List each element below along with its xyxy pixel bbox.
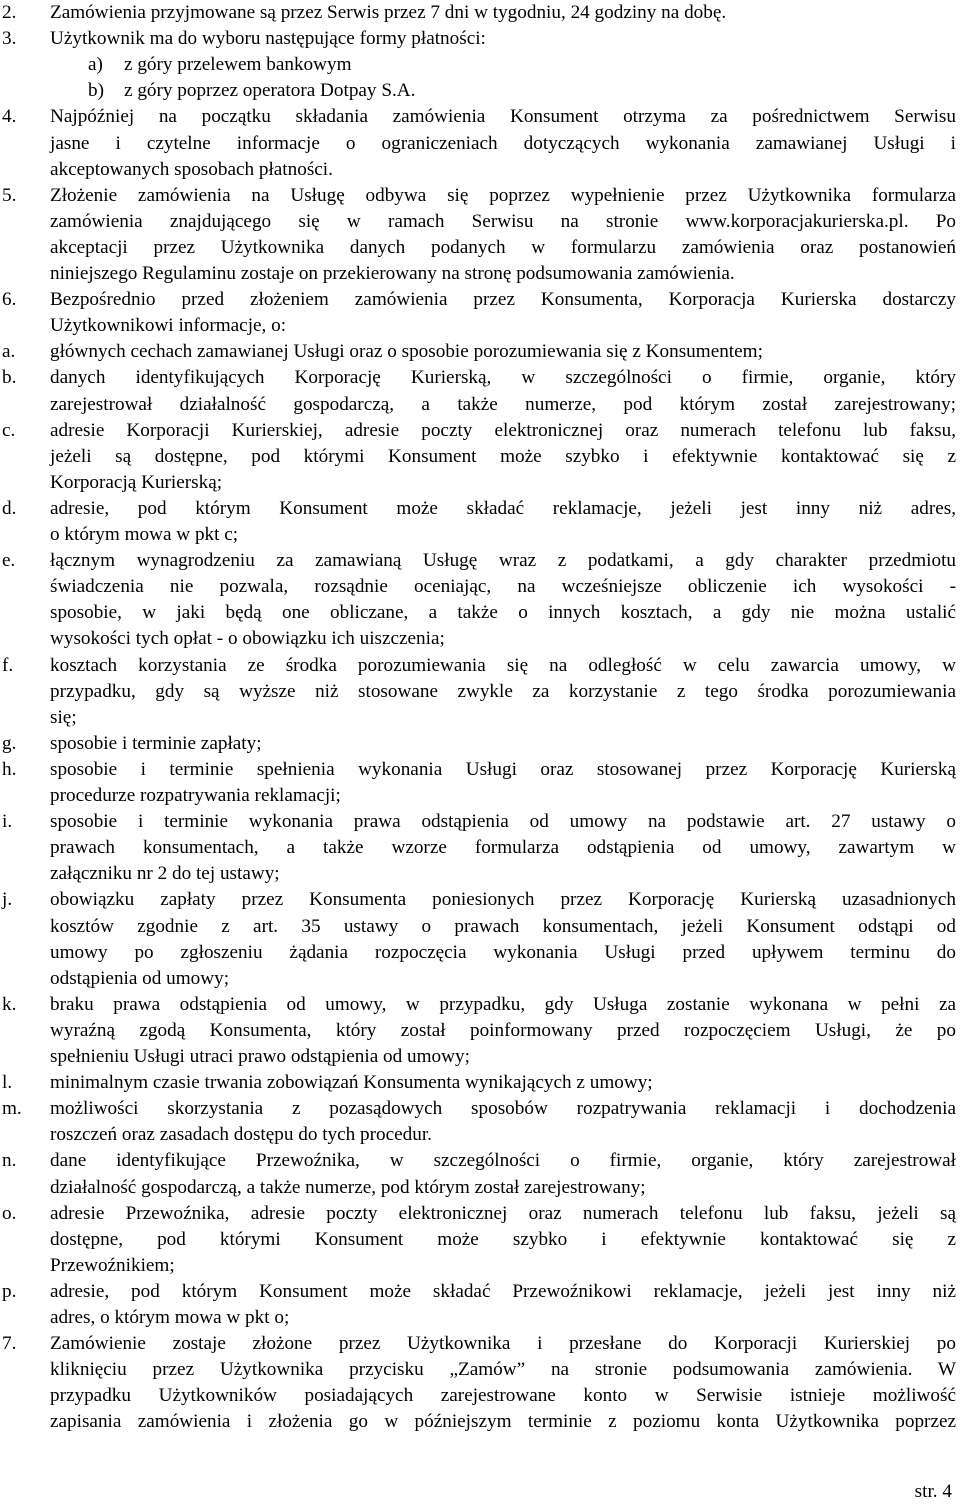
- document-line: [0, 1331, 960, 1357]
- paragraph-text: minimalnym czasie trwania zobowiązań Konsumenta wynikających z umowy;: [50, 1072, 653, 1094]
- document-line: [0, 104, 960, 130]
- paragraph-text: Przewoźnikiem;: [50, 1254, 175, 1276]
- document-line: [0, 131, 960, 157]
- item-marker: b.: [2, 367, 17, 389]
- paragraph-text: możliwości skorzystania z pozasądowych sposobów rozpatrywania reklamacji i dochodzenia: [50, 1098, 956, 1120]
- document-line: [0, 940, 960, 966]
- paragraph-text: dane identyfikujące Przewoźnika, w szczególności o firmie, organie, który zarejestrował: [50, 1150, 956, 1172]
- paragraph-text: adresie, pod którym Konsument może składać reklamacje, jeżeli jest inny niż adres,: [50, 497, 956, 519]
- document-line: [0, 1357, 960, 1383]
- paragraph-text: niniejszego Regulaminu zostaje on przekierowany na stronę podsumowania zamówienia.: [50, 263, 735, 284]
- paragraph-text: przypadku Użytkowników posiadających zarejestrowane konto w Serwisie istnieje możliwość: [50, 1385, 956, 1407]
- paragraph-text: danych identyfikujących Korporację Kurierską, w szczególności o firmie, organie, który: [50, 367, 956, 389]
- document-line: [0, 1201, 960, 1227]
- document-line: [0, 574, 960, 600]
- document-line: [0, 1122, 960, 1148]
- paragraph-text: działalność gospodarczą, a także numerze, pod którym został zarejestrowany;: [50, 1176, 646, 1198]
- paragraph-text: Korporacją Kurierską;: [50, 471, 223, 493]
- item-marker: i.: [2, 811, 13, 833]
- paragraph-text: Zamówienia przyjmowane są przez Serwis przez 7 dni w tygodniu, 24 godziny na dobę.: [50, 2, 727, 23]
- paragraph-text: braku prawa odstąpienia od umowy, w przypadku, gdy Usługa zostanie wykonana w pełni za: [50, 993, 956, 1015]
- document-line: [0, 1279, 960, 1305]
- document-line: [0, 418, 960, 444]
- document-line: [0, 783, 960, 809]
- paragraph-text: Użytkownikowi informacje, o:: [50, 315, 287, 337]
- document-line: [0, 183, 960, 209]
- document-line: [0, 914, 960, 940]
- document-line: [0, 78, 960, 104]
- item-marker: n.: [2, 1150, 17, 1172]
- paragraph-text: zamówienia znajdującego się w ramach Serwisu na stronie www.korporacjakurierska.pl. Po: [50, 210, 956, 232]
- item-marker: l.: [2, 1072, 13, 1094]
- document-line: [0, 1383, 960, 1409]
- paragraph-text: z góry poprzez operatora Dotpay S.A.: [124, 80, 416, 102]
- document-line: [0, 365, 960, 391]
- paragraph-text: spełnieniu Usługi utraci prawo odstąpienia od umowy;: [50, 1046, 470, 1067]
- paragraph-text: Złożenie zamówienia na Usługę odbywa się poprzez wypełnienie przez Użytkownika formularza: [50, 184, 956, 206]
- paragraph-text: sposobie i terminie spełnienia wykonania Usługi oraz stosowanej przez Korporację Kurierską: [50, 758, 956, 780]
- document-line: [0, 679, 960, 705]
- document-line: [0, 1305, 960, 1331]
- document-line: [0, 966, 960, 992]
- item-marker: p.: [2, 1280, 17, 1302]
- paragraph-text: zarejestrował działalność gospodarczą, a także numerze, pod którym został zarejestrowany;: [50, 393, 956, 415]
- document-line: [0, 731, 960, 757]
- paragraph-text: załączniku nr 2 do tej ustawy;: [50, 863, 280, 885]
- item-marker: g.: [2, 732, 17, 754]
- document-line: [0, 1227, 960, 1253]
- document-line: [0, 52, 960, 78]
- paragraph-text: głównych cechach zamawianej Usługi oraz o sposobie porozumiewania się z Konsumentem;: [50, 341, 763, 363]
- paragraph-text: Bezpośrednio przed złożeniem zamówienia przez Konsumenta, Korporacja Kurierska dostarczy: [50, 289, 956, 311]
- item-marker: f.: [2, 654, 14, 676]
- paragraph-text: obowiązku zapłaty przez Konsumenta poniesionych przez Korporację Kurierską uzasadnionych: [50, 889, 956, 911]
- document-line: [0, 887, 960, 913]
- paragraph-text: się;: [50, 706, 77, 728]
- paragraph-text: adresie Korporacji Kurierskiej, adresie poczty elektronicznej oraz numerach telefonu lub faksu,: [50, 419, 956, 441]
- paragraph-text: przypadku, gdy są wyższe niż stosowane zwykle za korzystanie z tego środka porozumiewania: [50, 680, 956, 702]
- document-line: [0, 653, 960, 679]
- document-line: [0, 287, 960, 313]
- document-line: [0, 1253, 960, 1279]
- document-line: [0, 1096, 960, 1122]
- paragraph-text: Zamówienie zostaje złożone przez Użytkownika i przesłane do Korporacji Kurierskiej po: [50, 1333, 956, 1355]
- document-line: [0, 992, 960, 1018]
- paragraph-text: prawach konsumentach, a także wzorze formularza odstąpienia od umowy, zawartym w: [50, 837, 956, 859]
- item-marker: 7.: [2, 1333, 17, 1355]
- paragraph-text: adresie Przewoźnika, adresie poczty elektronicznej oraz numerach telefonu lub faksu, jeżeli są: [50, 1202, 956, 1224]
- document-line: [0, 313, 960, 339]
- paragraph-text: dostępne, pod którymi Konsument może szybko i efektywnie kontaktować się z: [50, 1228, 956, 1250]
- document-line: [0, 444, 960, 470]
- document-line: [0, 1070, 960, 1096]
- item-marker: 4.: [2, 106, 17, 128]
- item-marker: j.: [2, 889, 13, 911]
- document-line: [0, 600, 960, 626]
- paragraph-text: kosztów zgodnie z art. 35 ustawy o prawach konsumentach, jeżeli Konsument odstąpi od: [50, 915, 956, 937]
- paragraph-text: sposobie i terminie zapłaty;: [50, 732, 262, 754]
- paragraph-text: procedurze rozpatrywania reklamacji;: [50, 785, 341, 806]
- paragraph-text: świadczenia nie pozwala, rozsądnie oceniając, na wcześniejsze obliczenie ich wysokości -: [50, 576, 956, 598]
- paragraph-text: z góry przelewem bankowym: [124, 54, 352, 76]
- paragraph-text: Użytkownik ma do wyboru następujące formy płatności:: [50, 28, 486, 50]
- sub-item-marker: a): [88, 54, 103, 76]
- page-number: str. 4: [914, 1481, 952, 1502]
- document-line: [0, 1018, 960, 1044]
- paragraph-text: umowy po zgłoszeniu żądania rozpoczęcia wykonania Usługi przed upływem terminu do: [50, 941, 956, 963]
- document-line: [0, 835, 960, 861]
- document-line: [0, 339, 960, 365]
- paragraph-text: sposobie, w jaki będą one obliczane, a także o innych kosztach, a gdy nie można ustalić: [50, 602, 956, 624]
- item-marker: 2.: [2, 2, 17, 23]
- paragraph-text: Najpóźniej na początku składania zamówienia Konsument otrzyma za pośrednictwem Serwisu: [50, 106, 956, 128]
- paragraph-text: sposobie i terminie wykonania prawa odstąpienia od umowy na podstawie art. 27 ustawy o: [50, 811, 956, 833]
- paragraph-text: wysokości tych opłat - o obowiązku ich uiszczenia;: [50, 628, 445, 650]
- paragraph-text: adres, o którym mowa w pkt o;: [50, 1307, 290, 1328]
- item-marker: c.: [2, 419, 16, 441]
- document-line: [0, 548, 960, 574]
- document-line: [0, 235, 960, 261]
- document-line: [0, 861, 960, 887]
- paragraph-text: odstąpienia od umowy;: [50, 967, 230, 989]
- item-marker: k.: [2, 993, 17, 1015]
- document-line: [0, 1175, 960, 1201]
- paragraph-text: akceptacji przez Użytkownika danych podanych w formularzu zamówienia oraz postanowień: [50, 236, 956, 258]
- document-line: [0, 209, 960, 235]
- document-line: [0, 157, 960, 183]
- paragraph-text: jeżeli są dostępne, pod którymi Konsument może szybko i efektywnie kontaktować się z: [50, 445, 956, 467]
- item-marker: a.: [2, 341, 16, 363]
- paragraph-text: zapisania zamówienia i złożenia go w późniejszym terminie z poziomu konta Użytkownika poprzez: [50, 1411, 956, 1433]
- item-marker: 6.: [2, 289, 17, 311]
- document-line: [0, 757, 960, 783]
- item-marker: d.: [2, 497, 17, 519]
- paragraph-text: jasne i czytelne informacje o ograniczeniach dotyczących wykonania zamawianej Usługi i: [50, 132, 956, 154]
- document-line: [0, 809, 960, 835]
- document-line: [0, 470, 960, 496]
- document-line: [0, 705, 960, 731]
- document-line: [0, 26, 960, 52]
- document-line: [0, 261, 960, 287]
- document-line: [0, 1044, 960, 1070]
- paragraph-text: akceptowanych sposobach płatności.: [50, 158, 333, 180]
- document-line: [0, 522, 960, 548]
- document-line: [0, 1148, 960, 1174]
- item-marker: h.: [2, 758, 17, 780]
- document-line: [0, 626, 960, 652]
- paragraph-text: wyraźną zgodą Konsumenta, który został poinformowany przed rozpoczęciem Usługi, że po: [50, 1019, 956, 1041]
- document-line: [0, 1409, 960, 1435]
- item-marker: 3.: [2, 28, 17, 50]
- paragraph-text: adresie, pod którym Konsument może składać Przewoźnikowi reklamacje, jeżeli jest inny niż: [50, 1280, 956, 1302]
- paragraph-text: łącznym wynagrodzeniu za zamawianą Usługę wraz z podatkami, a gdy charakter przedmiotu: [50, 550, 956, 572]
- item-marker: o.: [2, 1202, 17, 1224]
- paragraph-text: kliknięciu przez Użytkownika przycisku „Zamów” na stronie podsumowania zamówienia. W: [50, 1359, 956, 1381]
- document-line: [0, 392, 960, 418]
- item-marker: 5.: [2, 184, 17, 206]
- paragraph-text: roszczeń oraz zasadach dostępu do tych procedur.: [50, 1124, 432, 1146]
- sub-item-marker: b): [88, 80, 104, 102]
- paragraph-text: kosztach korzystania ze środka porozumiewania się na odległość w celu zawarcia umowy, w: [50, 654, 956, 676]
- item-marker: e.: [2, 550, 16, 572]
- paragraph-text: o którym mowa w pkt c;: [50, 524, 239, 545]
- item-marker: m.: [2, 1098, 22, 1120]
- document-line: [0, 0, 960, 26]
- document-line: [0, 496, 960, 522]
